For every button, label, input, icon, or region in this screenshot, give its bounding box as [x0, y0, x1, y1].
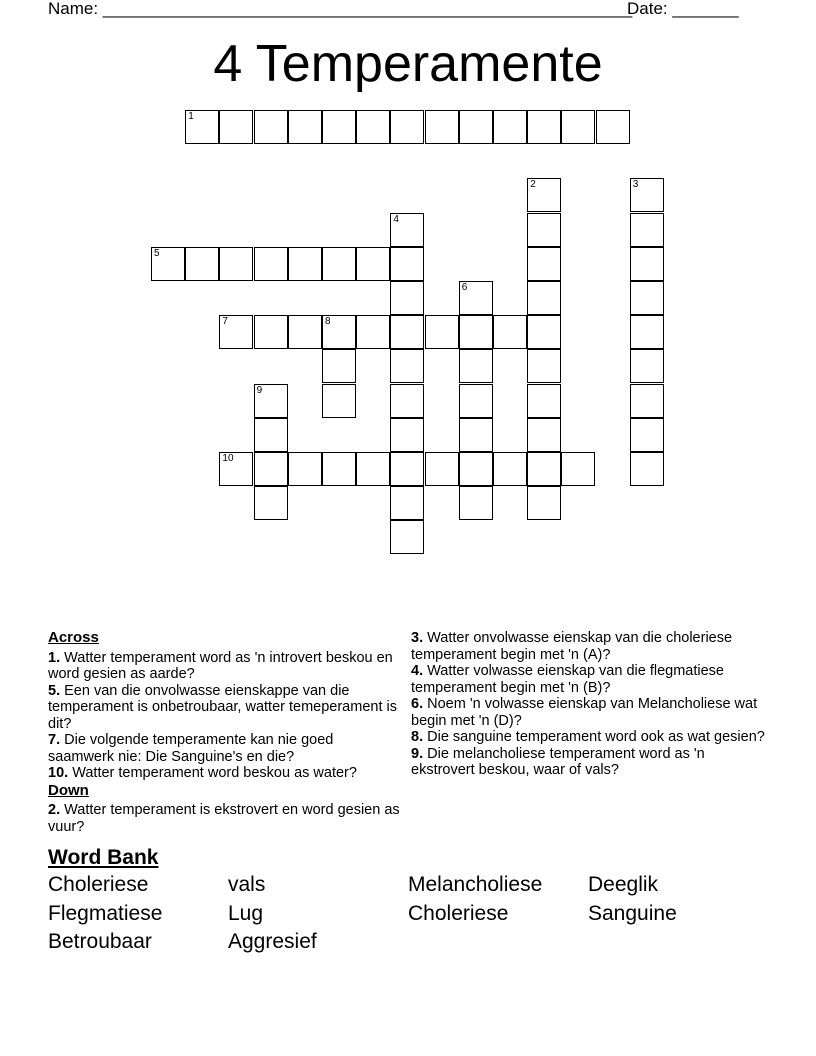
clue-item-number: 2.	[48, 802, 61, 818]
crossword-cell[interactable]	[254, 452, 288, 486]
crossword-cell[interactable]	[459, 281, 493, 315]
word-bank-item: Flegmatiese	[48, 901, 163, 925]
crossword-cell[interactable]	[493, 452, 527, 486]
clue-item	[48, 802, 403, 835]
crossword-cell[interactable]	[254, 110, 288, 144]
clue-item-number: 6.	[411, 696, 424, 712]
crossword-cell[interactable]	[630, 349, 664, 383]
crossword-cell[interactable]	[630, 178, 664, 212]
crossword-cell[interactable]	[288, 110, 322, 144]
crossword-cell[interactable]	[322, 315, 356, 349]
crossword-cell[interactable]	[390, 349, 424, 383]
clue-item-text: Watter temperament word as 'n introvert beskou en word gesien as aarde?	[48, 649, 393, 682]
crossword-cell[interactable]	[527, 281, 561, 315]
crossword-cell[interactable]	[459, 486, 493, 520]
clue-item-number: 5.	[48, 682, 61, 699]
clue-item	[411, 630, 771, 663]
across-heading: Across	[48, 629, 99, 646]
crossword-cell[interactable]	[288, 247, 322, 281]
word-bank-item: Melancholiese	[408, 873, 543, 896]
crossword-cell[interactable]	[219, 315, 253, 349]
clue-item-number: 8.	[411, 729, 424, 745]
crossword-cell[interactable]	[630, 213, 664, 247]
clue-item	[411, 729, 771, 746]
clue-item-text: Watter onvolwasse eienskap van die choleriese temperament begin met 'n (A)?	[411, 630, 733, 663]
crossword-cell[interactable]	[254, 418, 288, 452]
clue-number: 5	[154, 247, 160, 259]
down-clue-list	[48, 802, 403, 835]
clue-item-number: 1.	[48, 649, 61, 666]
crossword-cell[interactable]	[219, 110, 253, 144]
crossword-cell[interactable]	[390, 384, 424, 418]
crossword-cell[interactable]	[356, 247, 390, 281]
crossword-cell[interactable]	[254, 384, 288, 418]
crossword-cell[interactable]	[390, 486, 424, 520]
crossword-cell[interactable]	[151, 247, 185, 281]
clue-number: 10	[222, 453, 234, 464]
crossword-cell[interactable]	[527, 486, 561, 520]
crossword-cell[interactable]	[561, 110, 595, 144]
crossword-cell[interactable]	[630, 452, 664, 486]
crossword-cell[interactable]	[596, 110, 630, 144]
crossword-cell[interactable]	[322, 110, 356, 144]
crossword-cell[interactable]	[219, 452, 253, 486]
word-bank-item: Choleriese	[408, 901, 509, 925]
clue-number: 9	[256, 384, 263, 396]
clue-item-text: Die volgende temperamente kan nie goed saamwerk nie: Die Sanguine's en die?	[48, 732, 334, 765]
crossword-cell[interactable]	[493, 315, 527, 349]
crossword-cell[interactable]	[254, 315, 288, 349]
word-bank-item: vals	[228, 873, 266, 896]
crossword-cell[interactable]	[390, 315, 424, 349]
clue-item	[411, 746, 771, 779]
crossword-cell[interactable]	[630, 315, 664, 349]
crossword-cell[interactable]	[459, 349, 493, 383]
clue-number: 6	[461, 282, 468, 293]
crossword-cell[interactable]	[425, 315, 459, 349]
crossword-cell[interactable]	[390, 452, 424, 486]
clue-number: 2	[530, 179, 536, 191]
crossword-cell[interactable]	[630, 281, 664, 315]
crossword-cell[interactable]	[459, 384, 493, 418]
clue-number: 7	[222, 316, 228, 328]
crossword-cell[interactable]	[356, 315, 390, 349]
crossword-cell[interactable]	[527, 418, 561, 452]
crossword-cell[interactable]	[185, 247, 219, 281]
crossword-cell[interactable]	[459, 110, 493, 144]
crossword-cell[interactable]	[527, 452, 561, 486]
clue-item-number: 7.	[48, 732, 61, 748]
clue-item	[411, 696, 771, 729]
clue-item	[48, 765, 403, 782]
clue-number: 3	[632, 179, 639, 191]
crossword-cell[interactable]	[390, 110, 424, 144]
clue-item	[48, 683, 403, 733]
crossword-cell[interactable]	[322, 247, 356, 281]
crossword-cell[interactable]	[459, 452, 493, 486]
clue-number: 8	[325, 316, 331, 328]
word-bank-item: Lug	[228, 901, 264, 925]
name-field-label: Name: ________________________________________________________	[48, 0, 633, 18]
crossword-cell[interactable]	[425, 110, 459, 144]
crossword-cell[interactable]	[527, 213, 561, 247]
crossword-cell[interactable]	[356, 110, 390, 144]
crossword-cell[interactable]	[219, 247, 253, 281]
crossword-cell[interactable]	[527, 178, 561, 212]
word-bank-item: Deeglik	[588, 873, 659, 896]
clue-number: 4	[393, 213, 399, 225]
crossword-cell[interactable]	[459, 418, 493, 452]
clue-item	[411, 663, 771, 696]
crossword-cell[interactable]	[390, 247, 424, 281]
clue-item-text: Watter temperament word beskou as water?	[68, 765, 357, 781]
crossword-cell[interactable]	[288, 315, 322, 349]
clue-number: 1	[188, 111, 194, 122]
clue-item-number: 10.	[48, 765, 69, 781]
clue-item	[48, 732, 403, 765]
clue-item-number: 3.	[411, 630, 424, 646]
clue-item-text: Noem 'n volwasse eienskap van Melancholiese wat begin met 'n (D)?	[411, 696, 758, 729]
word-bank-title: Word Bank	[48, 846, 159, 869]
crossword-cell[interactable]	[390, 418, 424, 452]
crossword-cell[interactable]	[527, 315, 561, 349]
crossword-cell[interactable]	[630, 384, 664, 418]
crossword-cell[interactable]	[527, 384, 561, 418]
crossword-cell[interactable]	[322, 452, 356, 486]
across-clue-list	[48, 650, 403, 782]
crossword-cell[interactable]	[254, 486, 288, 520]
word-bank-item: Betroubaar	[48, 930, 152, 953]
crossword-cell[interactable]	[493, 110, 527, 144]
crossword-cell[interactable]	[185, 110, 219, 144]
crossword-cell[interactable]	[425, 452, 459, 486]
clue-item-text: Een van die onvolwasse eienskappe van die temperament is onbetroubaar, watter temeperament is dit?	[48, 682, 397, 732]
date-field-label: Date: _______	[627, 0, 739, 18]
clue-item-number: 4.	[411, 663, 424, 679]
clue-item-number: 9.	[411, 745, 424, 762]
crossword-cell[interactable]	[390, 520, 424, 554]
crossword-cell[interactable]	[322, 349, 356, 383]
crossword-cell[interactable]	[561, 452, 595, 486]
crossword-cell[interactable]	[630, 247, 664, 281]
crossword-cell[interactable]	[630, 418, 664, 452]
crossword-cell[interactable]	[459, 315, 493, 349]
clue-item-text: Die melancholiese temperament word as 'n ekstrovert beskou, waar of vals?	[411, 745, 705, 778]
down-clue-list-continued	[411, 630, 771, 779]
clue-item	[48, 650, 403, 683]
page-title: 4 Temperamente	[213, 35, 603, 93]
down-heading: Down	[48, 781, 89, 799]
word-bank-item: Aggresief	[228, 930, 317, 953]
crossword-cell[interactable]	[254, 247, 288, 281]
clues-left-column	[48, 630, 403, 835]
crossword-cell[interactable]	[322, 384, 356, 418]
clue-item-text: Watter temperament is ekstrovert en word gesien as vuur?	[48, 802, 400, 835]
crossword-cell[interactable]	[527, 349, 561, 383]
crossword-cell[interactable]	[527, 110, 561, 144]
clue-item-text: Die sanguine temperament word ook as wat gesien?	[423, 729, 765, 745]
crossword-cell[interactable]	[288, 452, 322, 486]
word-bank-item: Sanguine	[588, 901, 677, 925]
crossword-cell[interactable]	[527, 247, 561, 281]
crossword-cell[interactable]	[390, 281, 424, 315]
crossword-cell[interactable]	[390, 213, 424, 247]
clues-right-column	[411, 630, 771, 779]
clue-item-text: Watter volwasse eienskap van die flegmatiese temperament begin met 'n (B)?	[411, 663, 724, 696]
crossword-cell[interactable]	[356, 452, 390, 486]
word-bank-item: Choleriese	[48, 873, 149, 896]
